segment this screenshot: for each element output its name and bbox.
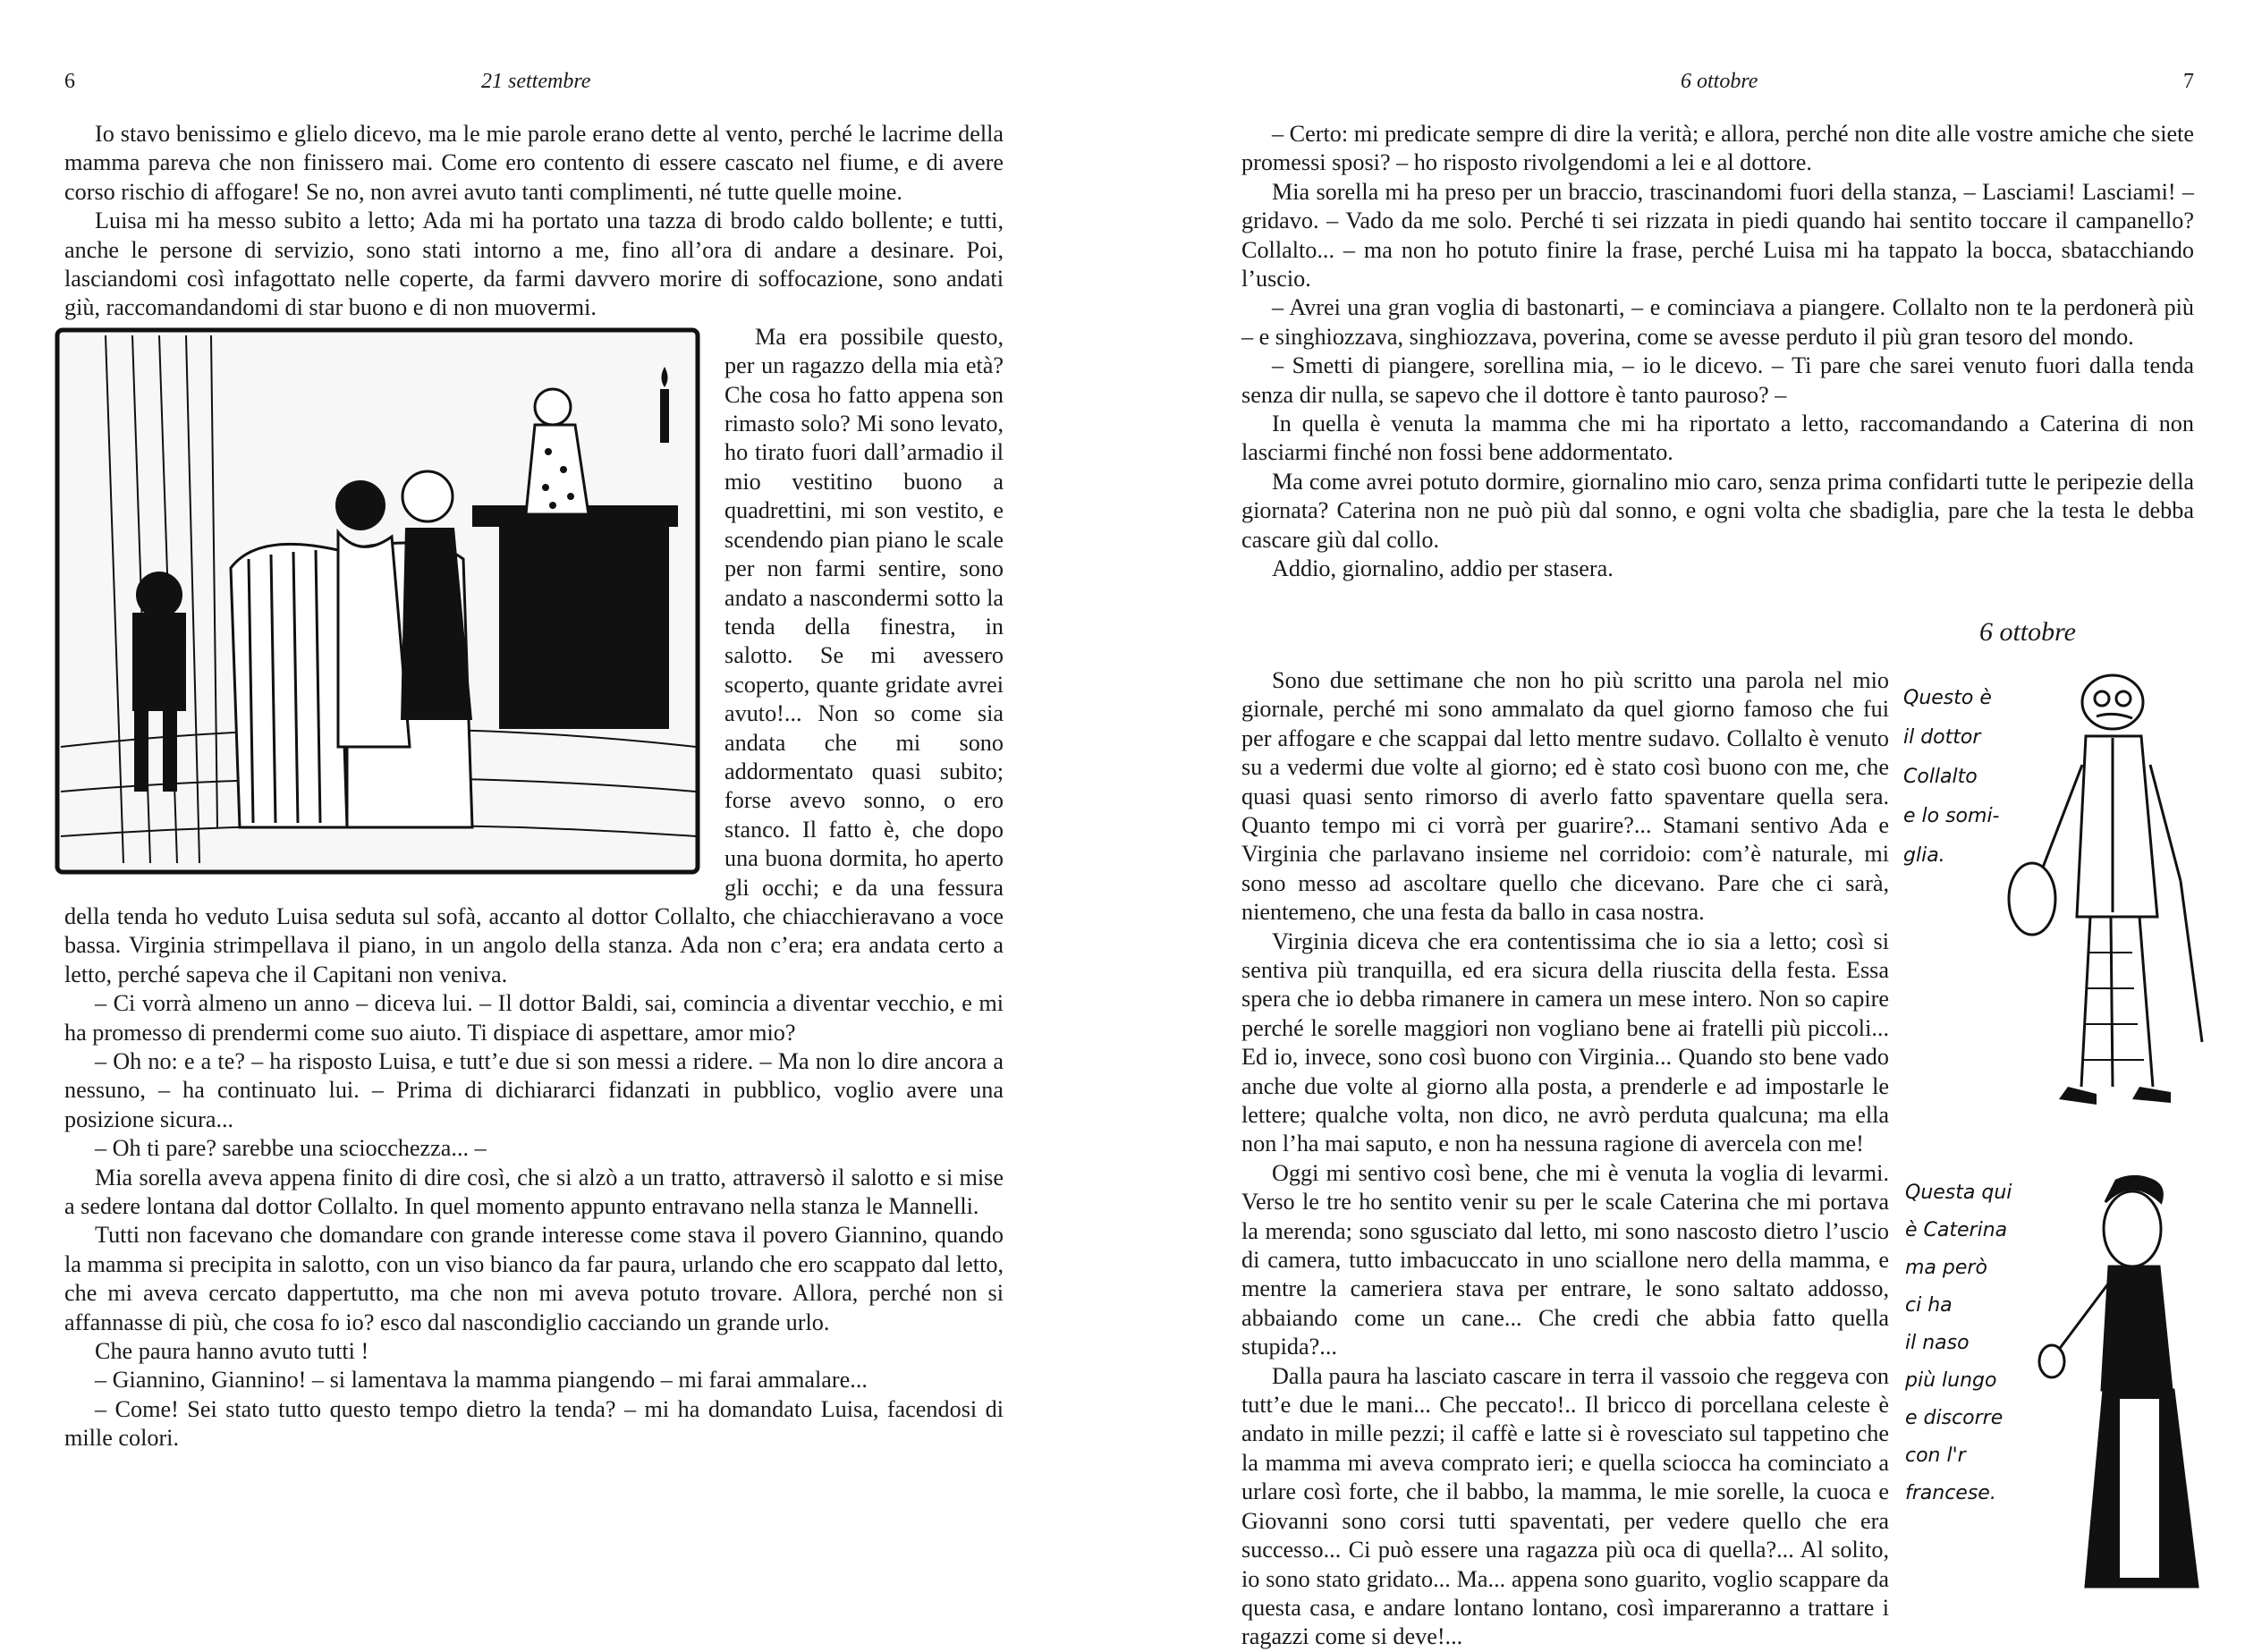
paragraph: Ma era possibile questo, per un ragazzo della mia età? Che cosa ho fatto appena son rimasto solo? Mi sono levato, ho tirato fuori dall’armadio il mio vestitino buono a quadrettini, mi son vestito, e scendendo pian piano le scale per non farmi sentire, sono andato a nascondermi sotto la tenda della finestra, in salotto. Se mi avessero scoperto, quante gridate avrei avuto!... Non so come sia andata che mi sono addormentato quasi subito; forse avevo sonno, o ero stanco. Il fatto è, che dopo una buona dormita, ho aperto gli occhi; e da una fessura della tenda ho veduto Luisa seduta sul sofà, accanto al dottor Collalto, che chiacchieravano a voce bassa. Virginia strimpellava il piano, in un angolo della stanza. Ada non c’era; era andata certo a letto, perché sapeva che il Capitani non veniva.: [64, 323, 1004, 987]
paragraph: Oggi mi sentivo così bene, che mi è venuta la voglia di levarmi. Verso le tre ho sentito venir su per le scale Caterina che mi portava la merenda; sono sgusciato dal letto, mi sono nascosto dietro l’uscio di camera, tutto imbacuccato in uno sciallone nero della mamma, e mentre la cameriera stava per entrare, le sono saltato addosso, abbaiando come un cane... Che credi che abbia fatto quella stupida?...: [1241, 1159, 1889, 1360]
paragraph: – Oh ti pare? sarebbe una sciocchezza... –: [95, 1135, 487, 1162]
paragraph: In quella è venuta la mamma che mi ha riportato a letto, raccomandando a Caterina di non lasciarmi finché non fossi bene addormentato.: [1241, 411, 2194, 466]
paragraph: – Giannino, Giannino! – si lamentava la mamma piangendo – mi farai ammalare...: [95, 1367, 868, 1394]
paragraph: – Avrei una gran voglia di bastonarti, – e cominciava a piangere. Collalto non te la perdonerà più – e singhiozzava, singhiozzava, poverina, come se avesse perduto il più gran tesoro del mondo.: [1241, 294, 2194, 350]
handwritten-note: Questa qui: [1905, 1181, 2012, 1204]
paragraph: – Smetti di piangere, sorellina mia, – io le dicevo. – Ti pare che sarei venuto fuori dalla tenda senza dir nulla, se sapevo che il dottore è tanto pauroso? –: [1241, 352, 2194, 408]
paragraph: Che paura hanno avuto tutti !: [95, 1338, 369, 1365]
handwritten-note: è Caterina: [1905, 1218, 2008, 1241]
handwritten-note: francese.: [1905, 1481, 1996, 1504]
paragraph: Luisa mi ha messo subito a letto; Ada mi ha portato una tazza di brodo caldo bollente; e tutti, anche le persone di servizio, sono stati intorno a me, fino all’ora di andare a desinare. Poi, lasciandomi così infagottato nelle coperte, da farmi davvero morire di soffocazione, sono andati giù, raccomandandomi di star buono e di non muovermi.: [64, 208, 1004, 321]
handwritten-note: Questo è: [1903, 686, 1992, 709]
paragraph: Addio, giornalino, addio per stasera.: [1272, 555, 1614, 582]
running-head: 21 settembre: [481, 70, 591, 93]
handwritten-note: il dottor: [1903, 725, 1981, 749]
paragraph: Tutti non facevano che domandare con grande interesse come stava il povero Giannino, quando la mamma si precipita in salotto, con un viso bianco da far paura, urlando che ero scappato dal letto, che mi aveva cercato dappertutto, ma che non mi aveva potuto trovare. Allora, perché non si affannasse di più, che cosa fo io? esco dal nascondiglio cacciando un grande urlo.: [64, 1222, 1004, 1335]
salon-illustration: [52, 326, 705, 881]
handwritten-note: Collalto: [1903, 765, 1978, 788]
paragraph: Io stavo benissimo e glielo dicevo, ma le mie parole erano dette al vento, perché le lacrime della mamma pareva che non finissero mai. Come ero contento di essere cascato nel fiume, e di avere corso rischio di affogare! Se no, non avrei avuto tanti complimenti, né tutte quelle moine.: [64, 121, 1004, 205]
left-page-header: [64, 70, 1004, 102]
page-number: 7: [2183, 70, 2194, 93]
handwritten-note: il naso: [1905, 1331, 1970, 1354]
handwritten-note: e lo somi-: [1903, 804, 2000, 827]
right-page: [1241, 0, 2194, 1650]
paragraph: Sono due settimane che non ho più scritto una parola nel mio giornale, perché mi sono ammalato da quel giorno famoso che fui per affogare e che scappai dal letto mentre sudavo. Collalto è venuto su a vedermi due volte al giorno; ed è stato così buono con me, che quasi quasi sento rimorso di averlo fatto spaventare quella sera. Quanto tempo mi ci vorrà per guarire?... Stamani sentivo Ada e Virginia che parlavano insieme nel corridoio: com’è naturale, mi sono messo ad ascoltare quello che dicevano. Pare che ci sarà, nientemeno, che una festa da ballo in casa nostra.: [1241, 666, 1889, 926]
handwritten-note: e discorre: [1905, 1406, 2004, 1429]
paragraph: – Come! Sei stato tutto questo tempo dietro la tenda? – mi ha domandato Luisa, facendosi di mille colori.: [64, 1395, 1004, 1452]
paragraph: Mia sorella mi ha preso per un braccio, trascinandomi fuori della stanza, – Lasciami! Lasciami! – gridavo. – Vado da me solo. Perché ti sei rizzata in piedi quando hai sentito toccare il campanello? Collalto... – ma non ho potuto finire la frase, perché Luisa mi ha tappato la bocca, sbatacchiando l’uscio.: [1241, 178, 2194, 292]
caterina-sketch: [1898, 1166, 2207, 1605]
handwritten-note: ci ha: [1905, 1293, 1953, 1317]
paragraph: Dalla paura ha lasciato cascare in terra il vassoio che reggeva con tutt’e due le mani... Che peccato!.. Il bricco di porcellana celeste è andato in mille pezzi; il caffè e latte si è rovesciato sul tappetino che la mamma mi aveva comprato ieri; e quella sciocca ha cominciato a urlare così forte, che il babbo, la mamma, le mie sorelle, la cuoca e Giovanni sono corsi tutti spaventati, per vedere quello che era successo... Ci può essere una ragazza più oca di quella?... Al solito, io sono stato gridato... Ma... appena sono guarito, voglio scappare da questa casa, e andare lontano lontano, così impareranno a trattare i ragazzi come si deve!...: [1241, 1362, 1889, 1650]
paragraph: – Oh no: e a te? – ha risposto Luisa, e tutt’e due si son messi a ridere. – Ma non lo dire ancora a nessuno, – ha continuato lui. – Prima di dichiararci fidanzati in pubblico, voglio avere una posizione sicura...: [64, 1048, 1004, 1132]
paragraph: – Ci vorrà almeno un anno – diceva lui. – Il dottor Baldi, sai, comincia a diventar vecchio, e mi ha promesso di prendermi come suo aiuto. Ti dispiace di aspettare, amor mio?: [64, 990, 1004, 1046]
handwritten-note: ma però: [1905, 1256, 1987, 1279]
paragraph: Ma come avrei potuto dormire, giornalino mio caro, senza prima confidarti tutte le peripezie della giornata? Caterina non ne può più dal sonno, e ogni volta che sbadiglia, pare che la testa le debba cascare giù dal collo.: [1241, 468, 2194, 553]
paragraph: – Certo: mi predicate sempre di dire la verità; e allora, perché non dite alle vostre amiche che siete promessi sposi? – ho risposto rivolgendomi a lei e al dottore.: [1241, 121, 2194, 176]
handwritten-note: più lungo: [1905, 1368, 1997, 1392]
handwritten-note: glia.: [1903, 843, 1945, 867]
paragraph: Virginia diceva che era contentissima che io sia a letto; così si sentiva più tranquilla, ed era sicura della riuscita della festa. Essa spera che io debba rimanere in camera un mese intero. Non so capire perché le sorelle maggiori non vogliano bene ai fratelli più piccoli... Ed io, invece, sono così buono con Virginia... Quando sto bene vado anche due volte al giorno alla posta, a prenderle e ad impostarle le lettere; qualche volta, non dico, ne avrò perduta qualcuna; ma ella non l’ha mai saputo, e non ha nessuna ragione di avercela con me!: [1241, 928, 1889, 1157]
section-date: 6 ottobre: [1978, 616, 2076, 647]
left-page: [64, 0, 1004, 1602]
paragraph: Mia sorella aveva appena finito di dire così, che si alzò a un tratto, attraversò il salotto e si mise a sedere lontana dal dottor Collalto. In quel momento appunto entravano nella stanza le Mannelli.: [64, 1164, 1004, 1220]
right-page-header: [1241, 70, 2194, 102]
handwritten-note: con l'r: [1905, 1444, 1966, 1467]
right-page-body: [1241, 120, 2194, 1652]
page-number: 6: [64, 70, 75, 93]
collalto-sketch: [1898, 666, 2207, 1139]
running-head: 6 ottobre: [1681, 70, 1758, 93]
left-page-body: [64, 120, 1004, 1453]
